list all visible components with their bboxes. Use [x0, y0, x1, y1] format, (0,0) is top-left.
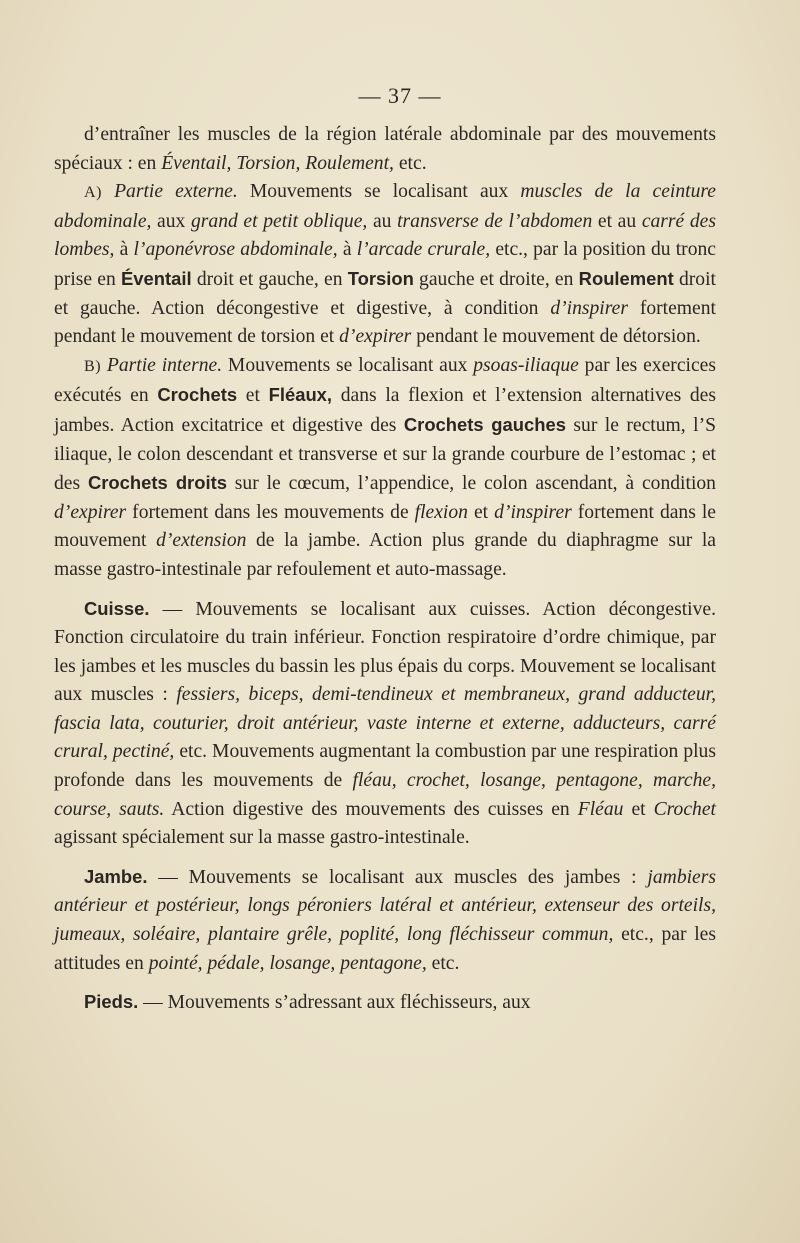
text-run: droit et gauche. Action décongestive et digestive, à condition	[54, 268, 716, 319]
italic-term: Fléau	[577, 798, 624, 820]
italic-term: psoas-iliaque	[473, 354, 579, 376]
text-run: — Mouvements se localisant aux cuisses. Action décongestive. Fonction circulatoire du train inférieur. Fonction respiratoire d’ordre chimique, par les jambes et les muscles du bassin les plus épais du corps. Mouvement se localisant aux muscles :	[54, 598, 716, 706]
text-run: droit et gauche, en	[191, 268, 348, 290]
text-run: fortement dans les mouvements de	[126, 501, 415, 523]
text-run: à	[114, 239, 134, 261]
bold-term: Torsion	[347, 267, 414, 289]
text-run: sur le cœcum, l’appendice, le colon ascendant, à condition	[226, 473, 716, 495]
text-run: au	[367, 210, 398, 232]
paragraph-jambe	[54, 863, 716, 978]
paragraph-partie-externe	[54, 178, 716, 352]
text-run: fortement pendant le mouvement de torsion et	[54, 297, 716, 348]
italic-term: d’inspirer	[494, 501, 572, 523]
italic-term: d’expirer	[54, 501, 127, 523]
italic-term: jambiers antérieur et postérieur, longs péroniers latéral et antérieur, extenseur des orteils, jumeaux, soléaire, plantaire grêle, poplité, long fléchisseur commun,	[54, 866, 716, 946]
bold-term: Roulement	[578, 267, 674, 289]
text-run: et au	[592, 210, 642, 232]
italic-term: transverse de l’abdomen	[397, 210, 593, 232]
text-run	[102, 181, 114, 202]
italic-term: muscles de la ceinture abdominale,	[54, 181, 716, 232]
italic-term: fessiers, biceps, demi-tendineux et membraneux, grand adducteur, fascia lata, couturier, droit antérieur, vaste interne et externe, adducteurs, carré crural, pectiné,	[54, 684, 716, 763]
text-run: et	[467, 501, 495, 523]
text-run: dans la flexion et l’extension alternatives des jambes. Action excitatrice et digestive des	[54, 385, 716, 436]
text-run: fortement dans le mouvement	[54, 501, 716, 552]
body-text	[54, 121, 716, 1018]
text-run: — Mouvements se localisant aux muscles des jambes :	[147, 866, 648, 888]
italic-term: l’aponévrose abdominale,	[133, 239, 338, 261]
text-run: etc., par les attitudes en	[54, 924, 716, 974]
italic-term: pointé, pédale, losange, pentagone,	[148, 952, 427, 974]
italic-term: fléau, crochet, losange, pentagone, marche, course, sauts.	[54, 770, 716, 820]
section-heading: Partie externe.	[114, 181, 238, 203]
italic-term: flexion	[414, 501, 468, 523]
text-run: etc.	[426, 952, 460, 974]
italic-term: l’arcade crurale,	[356, 239, 491, 261]
text-run: etc. Mouvements augmentant la combustion par une respiration plus profonde dans les mouvements de	[54, 741, 716, 792]
paragraph-intro	[54, 121, 716, 178]
italic-term: d’expirer	[339, 326, 412, 348]
text-run: et	[623, 798, 654, 820]
page-number: — 37 —	[358, 83, 442, 108]
text-run: gauche et droite, en	[413, 268, 579, 290]
text-run: Action digestive des mouvements des cuisses en	[164, 798, 578, 820]
text-run: Mouvements se localisant aux	[237, 181, 521, 203]
text-run: agissant spécialement sur la masse gastro-intestinale.	[54, 827, 470, 849]
text-run: de la jambe. Action plus grande du diaphragme sur la masse gastro-intestinale par refoulement et auto-massage.	[54, 530, 717, 580]
text-run: etc.	[393, 152, 427, 174]
text-run: — Mouvements s’adressant aux fléchisseurs, aux	[138, 992, 531, 1014]
paragraph-partie-interne	[54, 352, 716, 585]
text-run: pendant le mouvement de détorsion.	[411, 326, 701, 348]
section-heading: Jambe.	[84, 865, 148, 887]
italic-term: Éventail, Torsion, Roulement,	[161, 152, 394, 174]
section-marker: B)	[84, 357, 102, 375]
bold-term: Fléaux,	[268, 384, 333, 406]
italic-term: d’inspirer	[550, 297, 628, 319]
bold-term: Crochets	[157, 384, 238, 406]
text-run: d’entraîner les muscles de la région latérale abdominale par des mouvements spéciaux : en	[54, 124, 716, 174]
bold-term: Crochets gauches	[403, 413, 566, 435]
text-run: aux	[151, 210, 191, 232]
italic-term: carré des lombes,	[54, 210, 717, 261]
paragraph-pieds	[54, 988, 716, 1018]
italic-term: d’extension	[156, 530, 247, 552]
section-marker: A)	[84, 184, 102, 202]
text-run: par les exercices exécutés en	[54, 354, 716, 407]
text-run: et	[237, 385, 269, 407]
text-run: Mouvements se localisant aux	[222, 354, 474, 376]
section-heading: Pieds.	[84, 991, 139, 1013]
paragraph-cuisse	[54, 595, 716, 853]
bold-term: Éventail	[121, 267, 192, 289]
italic-term: Crochet	[653, 798, 716, 820]
text-run: à	[337, 239, 357, 261]
section-heading: Partie interne.	[106, 354, 223, 376]
text-run: etc., par la position du tronc prise en	[54, 239, 717, 290]
section-heading: Cuisse.	[84, 597, 150, 619]
italic-term: grand et petit oblique,	[190, 210, 368, 232]
text-run: sur le rectum, l’S iliaque, le colon descendant et transverse et sur la grande courbure de l’estomac ; et des	[54, 414, 716, 495]
bold-term: Crochets droits	[87, 472, 227, 494]
